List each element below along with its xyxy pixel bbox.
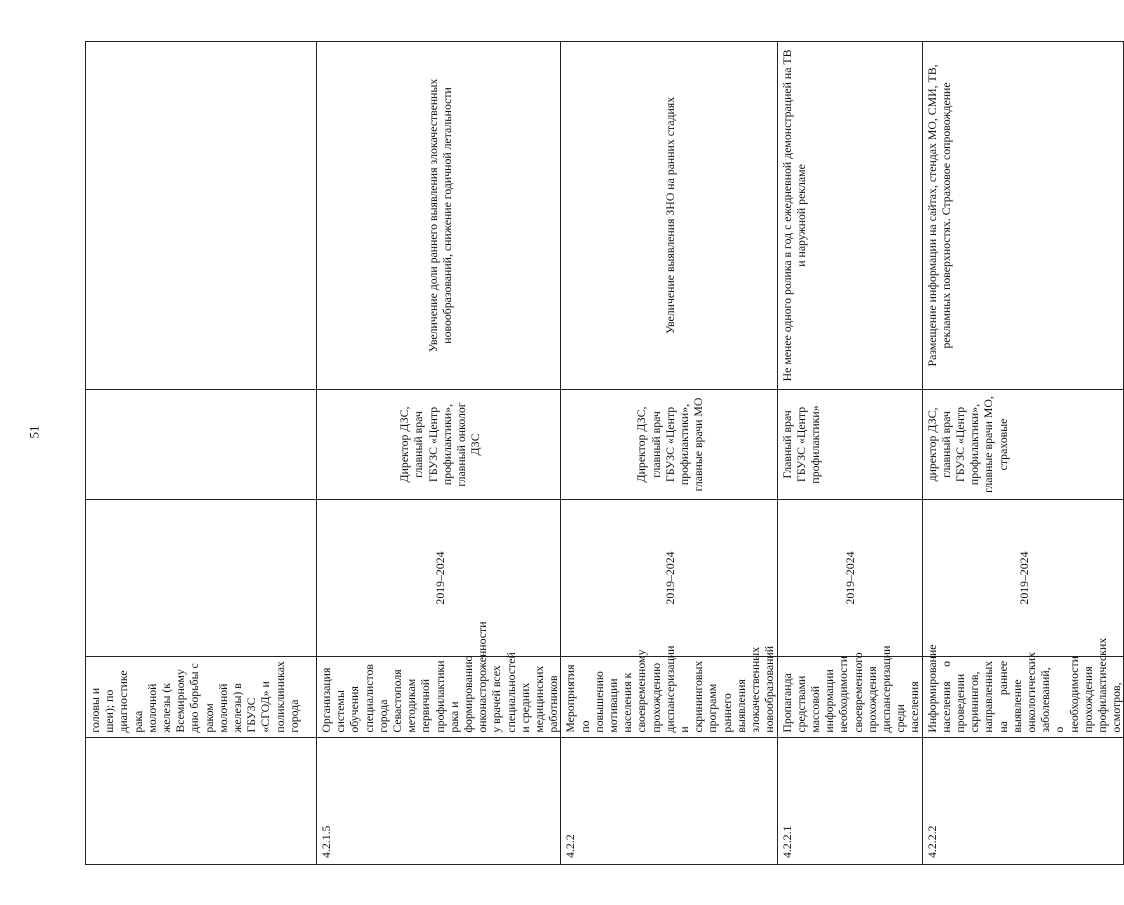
row-period: 2019–2024 [777, 500, 922, 657]
row-number: 4.2.2.2 [922, 737, 1124, 864]
row-number: 4.2.2.1 [777, 737, 922, 864]
rotated-table-sheet [85, 41, 1124, 865]
row-event: Информирование населения о проведении скринингов, направленных на раннее выявление онкологических заболеваний, о необходимости прохождения профилактических осмотров, [922, 656, 1124, 737]
row-responsible: Главный врач ГБУЗС «Центр профилактики» [777, 389, 922, 499]
row-result: Размещение информации на сайтах, стендах МО, СМИ, ТВ, рекламных поверхностях. Страховое сопровождение [922, 42, 1124, 390]
row-result [86, 42, 317, 390]
row-responsible [86, 389, 317, 499]
row-number: 4.2.1.5 [317, 737, 561, 864]
table-row [317, 42, 561, 865]
row-responsible: директор ДЗС, главный врач ГБУЗС «Центр профилактики», главные врачи МО, страховые [922, 389, 1124, 499]
row-result: Увеличение выявления ЗНО на ранних стадиях [561, 42, 777, 390]
row-event: Мероприятия по повышению мотивации населения к своевременному прохождению диспансеризации и скрининговых программ раннего выявления злокачественных новообразований [561, 656, 777, 737]
row-period: 2019–2024 [922, 500, 1124, 657]
row-number [86, 737, 317, 864]
row-number: 4.2.2 [561, 737, 777, 864]
table-row [777, 42, 922, 865]
row-period: 2019–2024 [561, 500, 777, 657]
row-result: Увеличение доли раннего выявления злокачественных новообразований, снижение годичной летальности [317, 42, 561, 390]
table-row [86, 42, 317, 865]
row-event: Организация системы обучения специалистов города Севастополя методикам первичной профилактики рака и формированию онконастороженности у врачей всех специальностей и средних медицинских работников [317, 656, 561, 737]
row-responsible: Директор ДЗС, главный врач ГБУЗС «Центр профилактики», главный онколог ДЗС [317, 389, 561, 499]
table-row [561, 42, 777, 865]
row-event: Пропаганда средствами массовой информации необходимости своевременного прохождения диспансеризации среди населения [777, 656, 922, 737]
row-period [86, 500, 317, 657]
row-responsible: Директор ДЗС, главный врач ГБУЗС «Центр профилактики», главные врачи МО [561, 389, 777, 499]
row-result: Не менее одного ролика в год с ежедневной демонстрацией на ТВ и наружной рекламе [777, 42, 922, 390]
row-event: головы и шеи); по диагностике рака молочной железы (к Всемирному дню борьбы с раком молочной железы) в ГБУЗС «СГОД» и поликлиниках города [86, 656, 317, 737]
row-period: 2019–2024 [317, 500, 561, 657]
page-number: 51 [26, 425, 42, 439]
table-row [922, 42, 1124, 865]
program-table [85, 41, 1124, 865]
